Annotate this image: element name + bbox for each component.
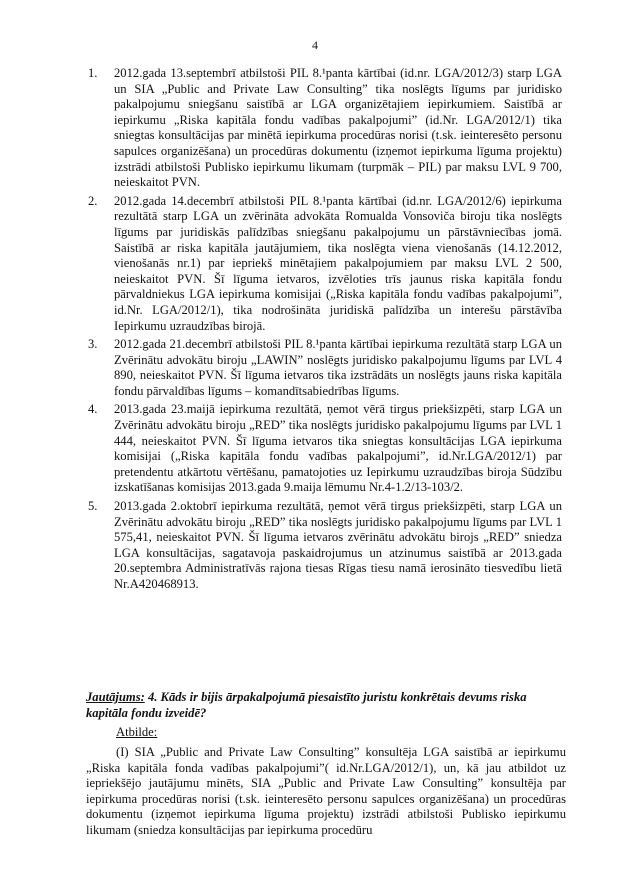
list-item [88, 402, 562, 496]
list-item-text: 2013.gada 23.maijā iepirkuma rezultātā, ņemot vērā tirgus priekšizpēti, starp LGA un Zvērinātu advokātu biroju „RED” tika noslēgts juridisko pakalpojumu līgums par LVL 1 444, neieskaitot PVN. Šī līguma ietvaros tika sniegtas konsultācijas LGA iepirkuma komisijai („Riska kapitāla fondu vadības pakalpojumi”, id.Nr.LGA/2012/1) par pretendentu atkārtotu vērtēšanu, pamatojoties uz Iepirkumu uzraudzības biroja Sūdzību izskatīšanas komisijas 2013.gada 9.maija lēmumu Nr.4-1.2/13-103/2. [114, 402, 562, 495]
list-item-number: 2. [88, 193, 98, 208]
list-item-number: 5. [88, 499, 98, 514]
list-item-text: 2013.gada 2.oktobrī iepirkuma rezultātā, ņemot vērā tirgus priekšizpēti, starp LGA un Zvērinātu advokātu biroju „RED” tika noslēgts juridisko pakalpojumu līgums par LVL 1 575,41, neieskaitot PVN. Šī līguma ietvaros zvērinātu advokātu birojs „RED” sniedza LGA konsultācijas, sagatavoja paskaidrojumus un atzinumus saistībā ar 2013.gada 20.septembra Administratīvās rajona tiesas Rīgas tiesu namā ierosināto tiesvedību lietā Nr.A420468913. [114, 499, 562, 591]
question-label: Jautājums: [86, 690, 145, 704]
list-item [88, 194, 562, 334]
list-item-text: 2012.gada 21.decembrī atbilstoši PIL 8.¹panta kārtībai iepirkuma rezultātā starp LGA un Zvērinātu advokātu biroju „LAWIN” noslēgts juridisko pakalpojumu līgums par LVL 4 890, neieskaitot PVN. Šī līguma ietvaros tika izstrādāts un noslēgts jauns riska kapitāla fondu pārvaldības līgums – komandītsabiedrības līgums. [114, 337, 562, 398]
list-item-text: 2012.gada 14.decembrī atbilstoši PIL 8.¹panta kārtībai (id.nr. LGA/2012/6) iepirkuma rezultātā starp LGA un zvērināta advokāta Romualda Vonsoviča biroju tika noslēgts līgums par juridiskās palīdzības sniegšanu pakalpojumu un pārstāvniecības jomā. Saistībā ar riska kapitāla jautājumiem, tika noslēgta viena vienošanās (14.12.2012, vienošanās nr.1) par iepriekš minētajiem pakalpojumiem par maksu LVL 2 500, neieskaitot PVN. Šī līguma ietvaros, izvēloties trīs jaunus riska kapitāla fondu pārvaldniekus LGA iepirkuma komisijai („Riska kapitāla fondu vadības pakalpojumi”, id.Nr. LGA/2012/1), tika nodrošināta juridiskā palīdzība un interešu pārstāvība Iepirkumu uzraudzības birojā. [114, 193, 562, 333]
contract-list [88, 66, 562, 596]
list-item-number: 3. [88, 337, 98, 352]
list-item [88, 66, 562, 191]
answer-label: Atbilde: [116, 725, 158, 739]
answer-text: (I) SIA „Public and Private Law Consulting” konsultēja LGA saistībā ar iepirkumu „Riska kapitāla fonda vadības pakalpojumi”( id.Nr.LGA/2012/1), un, kā jau atbildot uz iepriekšējo jautājumu minēts, SIA „Public and Private Law Consulting” konsultēja par iepirkuma procedūras norisi (t.sk. ieinteresēto personu sapulces organizēšana) un procedūras dokumentu (izņemot iepirkuma līguma projektu) izstrādi atbilstoši Publisko iepirkumu likumam (sniedza konsultācijas par iepirkuma procedūru [86, 745, 566, 837]
page-number: 4 [312, 38, 318, 52]
list-item [88, 337, 562, 399]
question-text: 4. Kāds ir bijis ārpakalpojumā piesaistīto juristu konkrētais devums riska kapitāla fondu izveidē? [86, 690, 527, 720]
list-item-text: 2012.gada 13.septembrī atbilstoši PIL 8.¹panta kārtībai (id.nr. LGA/2012/3) starp LGA un SIA „Public and Private Law Consulting” tika noslēgts līgums par juridisko pakalpojumu sniegšanu saistībā ar LGA organizētajiem iepirkumiem. Saistībā ar iepirkumu „Riska kapitāla fondu vadības pakalpojumi” (id.Nr. LGA/2012/1) tika sniegtas konsultācijas par minētā iepirkuma procedūras norisi (t.sk. ieinteresēto personu sapulces organizēšana) un procedūras dokumentu (izņemot iepirkuma līguma projektu) izstrādi atbilstoši Publisko iepirkumu likumam (turpmāk – PIL) par maksu LVL 9 700, neieskaitot PVN. [114, 66, 562, 190]
list-item-number: 4. [88, 402, 98, 417]
list-item-number: 1. [88, 66, 98, 80]
question-block [86, 690, 566, 721]
list-item [88, 499, 562, 593]
